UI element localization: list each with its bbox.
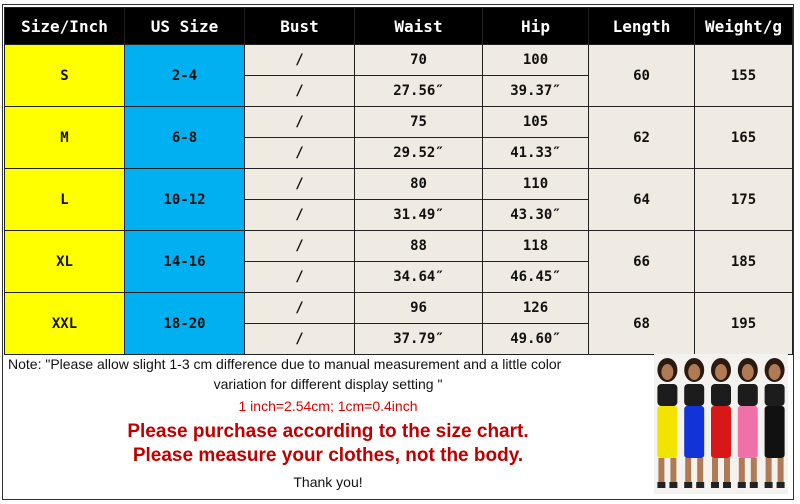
hip-cm-cell: 100	[483, 45, 589, 76]
size-chart-table	[4, 7, 793, 355]
hip-inch-cell: 39.37″	[483, 76, 589, 107]
model-face	[661, 364, 673, 380]
model-pants	[657, 406, 677, 458]
waist-inch-cell: 31.49″	[355, 200, 483, 231]
bust-cell: /	[245, 262, 355, 293]
header-us-size: US Size	[125, 8, 245, 45]
model-leg	[712, 458, 718, 484]
note-text-line1: Note: "Please allow slight 1-3 cm difference due to manual measurement and a little color	[8, 356, 562, 372]
size-cell: XL	[5, 231, 125, 293]
model-leg	[751, 458, 757, 484]
waist-inch-cell: 34.64″	[355, 262, 483, 293]
waist-inch-cell: 37.79″	[355, 324, 483, 355]
header-bust: Bust	[245, 8, 355, 45]
waist-cm-cell: 70	[355, 45, 483, 76]
model-leg	[685, 458, 691, 484]
model-shoe	[765, 482, 773, 488]
waist-inch-cell: 27.56″	[355, 76, 483, 107]
weight-cell: 195	[695, 293, 793, 355]
header-hip: Hip	[483, 8, 589, 45]
size-cell: M	[5, 107, 125, 169]
model-leg	[697, 458, 703, 484]
note-text-line2: variation for different display setting "	[213, 376, 443, 392]
length-cell: 66	[589, 231, 695, 293]
bust-cell: /	[245, 293, 355, 324]
weight-cell: 175	[695, 169, 793, 231]
model-pants	[684, 406, 704, 458]
model-face	[769, 364, 781, 380]
conversion-text: 1 inch=2.54cm; 1cm=0.4inch	[238, 398, 418, 414]
length-cell: 62	[589, 107, 695, 169]
model-figure	[657, 358, 677, 488]
weight-cell: 165	[695, 107, 793, 169]
waist-cm-cell: 88	[355, 231, 483, 262]
hip-inch-cell: 43.30″	[483, 200, 589, 231]
model-leg	[658, 458, 664, 484]
model-figure	[765, 358, 785, 488]
us-size-cell: 2-4	[125, 45, 245, 107]
weight-cell: 185	[695, 231, 793, 293]
product-models-photo	[654, 354, 788, 494]
model-face	[715, 364, 727, 380]
models-illustration	[654, 354, 788, 494]
bust-cell: /	[245, 200, 355, 231]
model-pants	[738, 406, 758, 458]
table-row	[5, 169, 793, 200]
waist-cm-cell: 96	[355, 293, 483, 324]
model-face	[742, 364, 754, 380]
header-waist: Waist	[355, 8, 483, 45]
model-pants	[711, 406, 731, 458]
hip-cm-cell: 118	[483, 231, 589, 262]
us-size-cell: 6-8	[125, 107, 245, 169]
header-size: Size/Inch	[5, 8, 125, 45]
model-top	[684, 384, 704, 406]
hip-inch-cell: 46.45″	[483, 262, 589, 293]
hip-cm-cell: 110	[483, 169, 589, 200]
model-shoe	[777, 482, 785, 488]
table-row	[5, 107, 793, 138]
size-cell: S	[5, 45, 125, 107]
model-figure	[711, 358, 731, 488]
table-row	[5, 231, 793, 262]
hip-inch-cell: 41.33″	[483, 138, 589, 169]
model-face	[688, 364, 700, 380]
model-shoe	[657, 482, 665, 488]
model-leg	[766, 458, 772, 484]
model-leg	[670, 458, 676, 484]
waist-cm-cell: 75	[355, 107, 483, 138]
hip-inch-cell: 49.60″	[483, 324, 589, 355]
bust-cell: /	[245, 231, 355, 262]
model-top	[657, 384, 677, 406]
bust-cell: /	[245, 107, 355, 138]
weight-cell: 155	[695, 45, 793, 107]
model-shoe	[684, 482, 692, 488]
bust-cell: /	[245, 45, 355, 76]
us-size-cell: 14-16	[125, 231, 245, 293]
model-figure	[684, 358, 704, 488]
us-size-cell: 18-20	[125, 293, 245, 355]
table-row	[5, 293, 793, 324]
header-weight: Weight/g	[695, 8, 793, 45]
waist-cm-cell: 80	[355, 169, 483, 200]
model-leg	[724, 458, 730, 484]
hip-cm-cell: 126	[483, 293, 589, 324]
model-shoe	[711, 482, 719, 488]
thank-you-text: Thank you!	[293, 474, 363, 490]
waist-inch-cell: 29.52″	[355, 138, 483, 169]
model-shoe	[750, 482, 758, 488]
hip-cm-cell: 105	[483, 107, 589, 138]
bust-cell: /	[245, 324, 355, 355]
model-leg	[778, 458, 784, 484]
model-shoe	[696, 482, 704, 488]
model-top	[711, 384, 731, 406]
bust-cell: /	[245, 169, 355, 200]
length-cell: 60	[589, 45, 695, 107]
bust-cell: /	[245, 138, 355, 169]
measure-warning: Please measure your clothes, not the body.	[132, 445, 524, 466]
note-section	[8, 354, 648, 490]
model-shoe	[669, 482, 677, 488]
model-shoe	[738, 482, 746, 488]
length-cell: 64	[589, 169, 695, 231]
model-leg	[739, 458, 745, 484]
purchase-warning: Please purchase according to the size chart.	[127, 421, 529, 442]
us-size-cell: 10-12	[125, 169, 245, 231]
bust-cell: /	[245, 76, 355, 107]
header-length: Length	[589, 8, 695, 45]
table-row	[5, 45, 793, 76]
model-pants	[765, 406, 785, 458]
model-figure	[738, 358, 758, 488]
header-row	[5, 8, 793, 45]
size-cell: XXL	[5, 293, 125, 355]
length-cell: 68	[589, 293, 695, 355]
size-cell: L	[5, 169, 125, 231]
model-shoe	[723, 482, 731, 488]
model-top	[738, 384, 758, 406]
model-top	[765, 384, 785, 406]
